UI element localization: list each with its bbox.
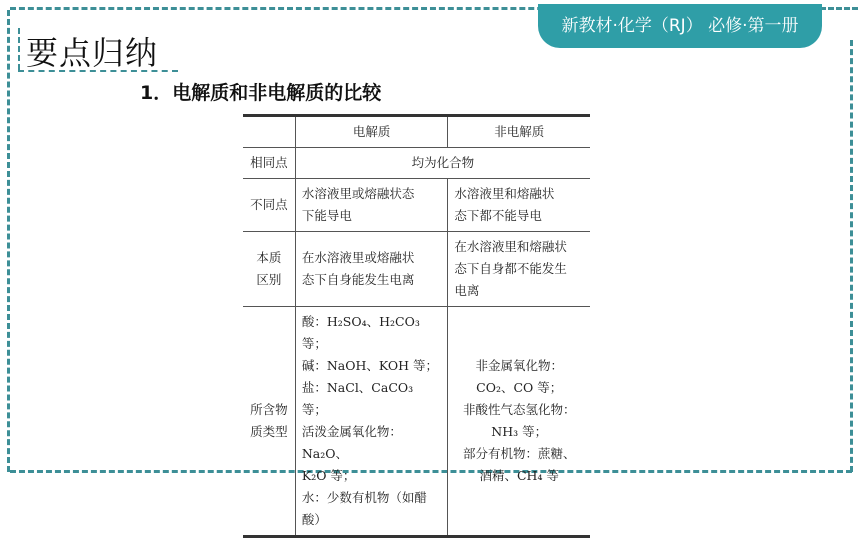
cell-line: 在水溶液里或熔融状 [301, 250, 415, 265]
header-cell-empty [243, 116, 295, 148]
cell-line: 非金属氧化物： [475, 358, 563, 373]
cell-line: 碱：NaOH、KOH 等； [301, 358, 439, 373]
section-subtitle: 1．电解质和非电解质的比较 [140, 82, 382, 104]
cell-line: 酸：H₂SO₄、H₂CO₃ 等； [301, 314, 420, 351]
cell-line: 水溶液里或熔融状态 [301, 186, 415, 201]
page-heading: 要点归纳 [26, 34, 159, 72]
cell-line: 盐：NaCl、CaCO₃ 等； [301, 380, 414, 417]
cell-line: CO₂、CO 等； [476, 380, 563, 395]
cell-line: K₂O 等； [301, 468, 356, 483]
cell-difference-electrolyte [295, 179, 448, 232]
cell-line: 非酸性气态氢化物： [462, 402, 576, 417]
cell-line: 态下自身能发生电离 [301, 272, 415, 287]
cell-line: 活泼金属氧化物：Na₂O、 [301, 424, 402, 461]
frame-right-border [850, 40, 853, 472]
row-label-similarity: 相同点 [243, 148, 295, 179]
cell-line: 水溶液里和熔融状 [454, 186, 555, 201]
cell-line: 态下都不能导电 [454, 208, 542, 223]
header-cell-electrolyte: 电解质 [295, 116, 448, 148]
cell-line: 水：少数有机物（如醋酸） [301, 490, 427, 527]
cell-line: 部分有机物：蔗糖、 [462, 446, 576, 461]
cell-essence-electrolyte [295, 232, 448, 307]
cell-line: 电离 [454, 283, 480, 298]
table-row-similarity [243, 148, 590, 179]
table-header-row [243, 116, 590, 148]
table-row-substances [243, 307, 590, 537]
table-row-essence [243, 232, 590, 307]
label-line: 质类型 [250, 424, 288, 439]
cell-line: 态下自身都不能发生 [454, 261, 567, 276]
header-cell-nonelectrolyte: 非电解质 [448, 116, 590, 148]
cell-line: 在水溶液里和熔融状 [454, 239, 567, 254]
cell-line: NH₃ 等； [491, 424, 548, 439]
row-label-difference: 不同点 [243, 179, 295, 232]
label-line: 区别 [256, 272, 282, 287]
frame-left-border [7, 10, 10, 472]
table-row-difference [243, 179, 590, 232]
cell-essence-nonelectrolyte [448, 232, 590, 307]
cell-difference-nonelectrolyte [448, 179, 590, 232]
frame-top-border [10, 7, 570, 10]
row-label-substances [243, 307, 295, 537]
cell-substances-nonelectrolyte [448, 307, 590, 537]
frame-top-right-border [820, 7, 858, 10]
cell-line: 酒精、CH₄ 等 [479, 468, 559, 483]
textbook-badge: 新教材·化学（RJ） 必修·第一册 [538, 4, 822, 48]
row-label-essence [243, 232, 295, 307]
label-line: 本质 [256, 250, 282, 265]
cell-substances-electrolyte [295, 307, 448, 537]
comparison-table [243, 114, 590, 538]
cell-similarity-merged: 均为化合物 [295, 148, 590, 179]
label-line: 所含物 [250, 402, 288, 417]
heading-side-line [18, 28, 20, 70]
cell-line: 下能导电 [301, 208, 352, 223]
